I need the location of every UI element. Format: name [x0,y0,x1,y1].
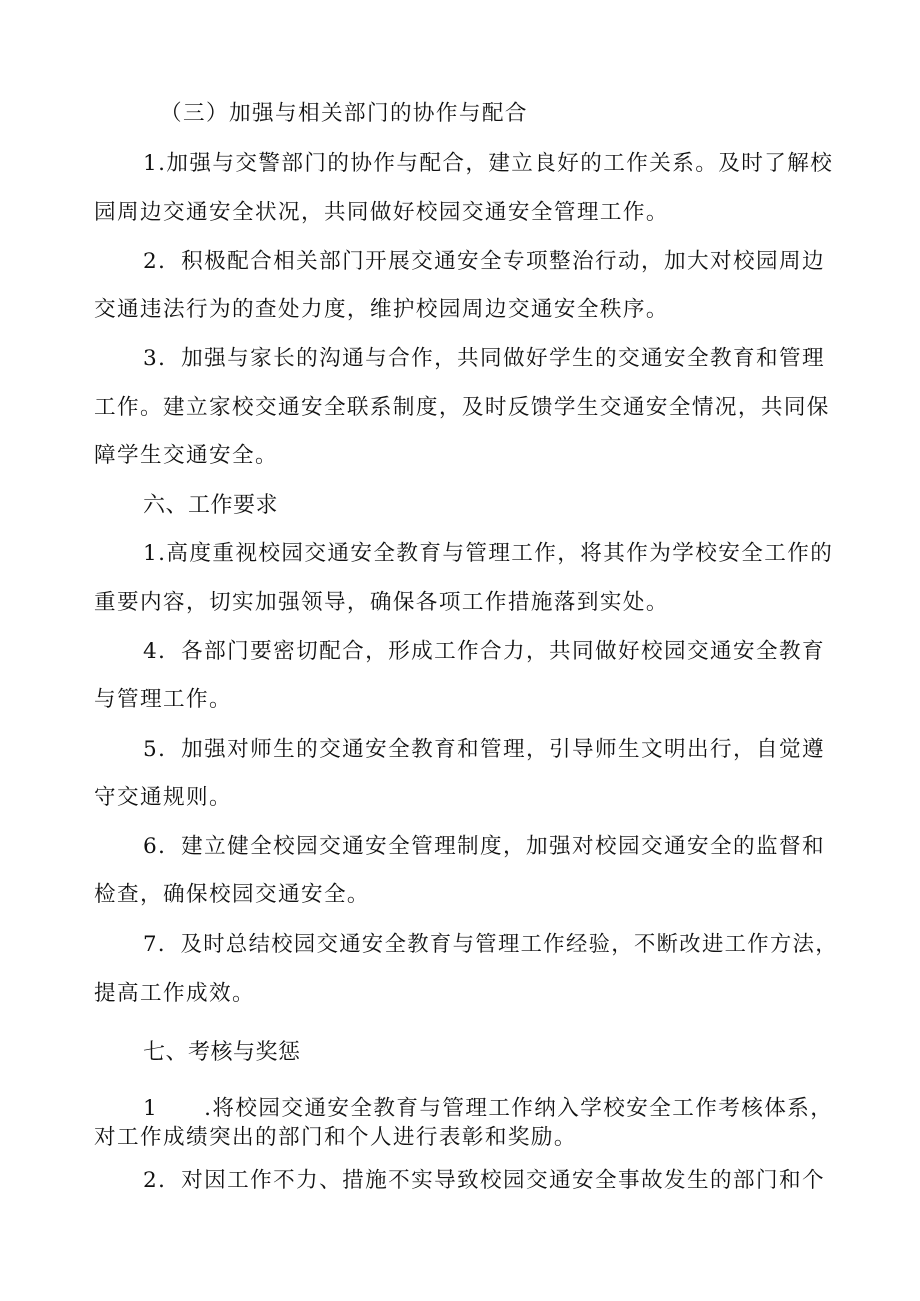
paragraph-line: 2．积极配合相关部门开展交通安全专项整治行动，加大对校园周边 [143,249,825,274]
paragraph-line: 7．及时总结校园交通安全教育与管理工作经验，不断改进工作方法， [143,932,838,957]
paragraph-line: 5．加强对师生的交通安全教育和管理，引导师生文明出行，自觉遵 [143,737,825,762]
paragraph-line: 守交通规则。 [94,785,232,810]
paragraph-line: 1 .将校园交通安全教育与管理工作纳入学校安全工作考核体系， [143,1096,834,1121]
paragraph-line: 园周边交通安全状况，共同做好校园交通安全管理工作。 [94,200,669,225]
paragraph-line: 工作。建立家校交通安全联系制度，及时反馈学生交通安全情况，共同保 [94,395,830,420]
paragraph-line: 检查，确保校园交通安全。 [94,882,370,907]
paragraph-line: 重要内容，切实加强领导，确保各项工作措施落到实处。 [94,590,669,615]
paragraph-line: 与管理工作。 [94,687,232,712]
subsection-heading: （三）加强与相关部门的协作与配合 [160,101,528,126]
paragraph-line: 2．对因工作不力、措施不实导致校园交通安全事故发生的部门和个 [143,1168,825,1193]
paragraph-line: 6．建立健全校园交通安全管理制度，加强对校园交通安全的监督和 [143,834,825,859]
paragraph-line: 1.加强与交警部门的协作与配合，建立良好的工作关系。及时了解校 [143,151,834,176]
paragraph-line: 交通违法行为的查处力度，维护校园周边交通安全秩序。 [94,297,669,322]
paragraph-line: 障学生交通安全。 [94,443,278,468]
paragraph-line: 3．加强与家长的沟通与合作，共同做好学生的交通安全教育和管理 [143,346,825,371]
paragraph-line: 提高工作成效。 [94,981,255,1006]
section-heading: 六、工作要求 [143,493,279,518]
paragraph-line: 对工作成绩突出的部门和个人进行表彰和奖励。 [94,1125,577,1150]
section-heading: 七、考核与奖惩 [143,1040,301,1065]
paragraph-line: 1.高度重视校园交通安全教育与管理工作，将其作为学校安全工作的 [143,541,834,566]
paragraph-line: 4．各部门要密切配合，形成工作合力，共同做好校园交通安全教育 [143,639,825,664]
